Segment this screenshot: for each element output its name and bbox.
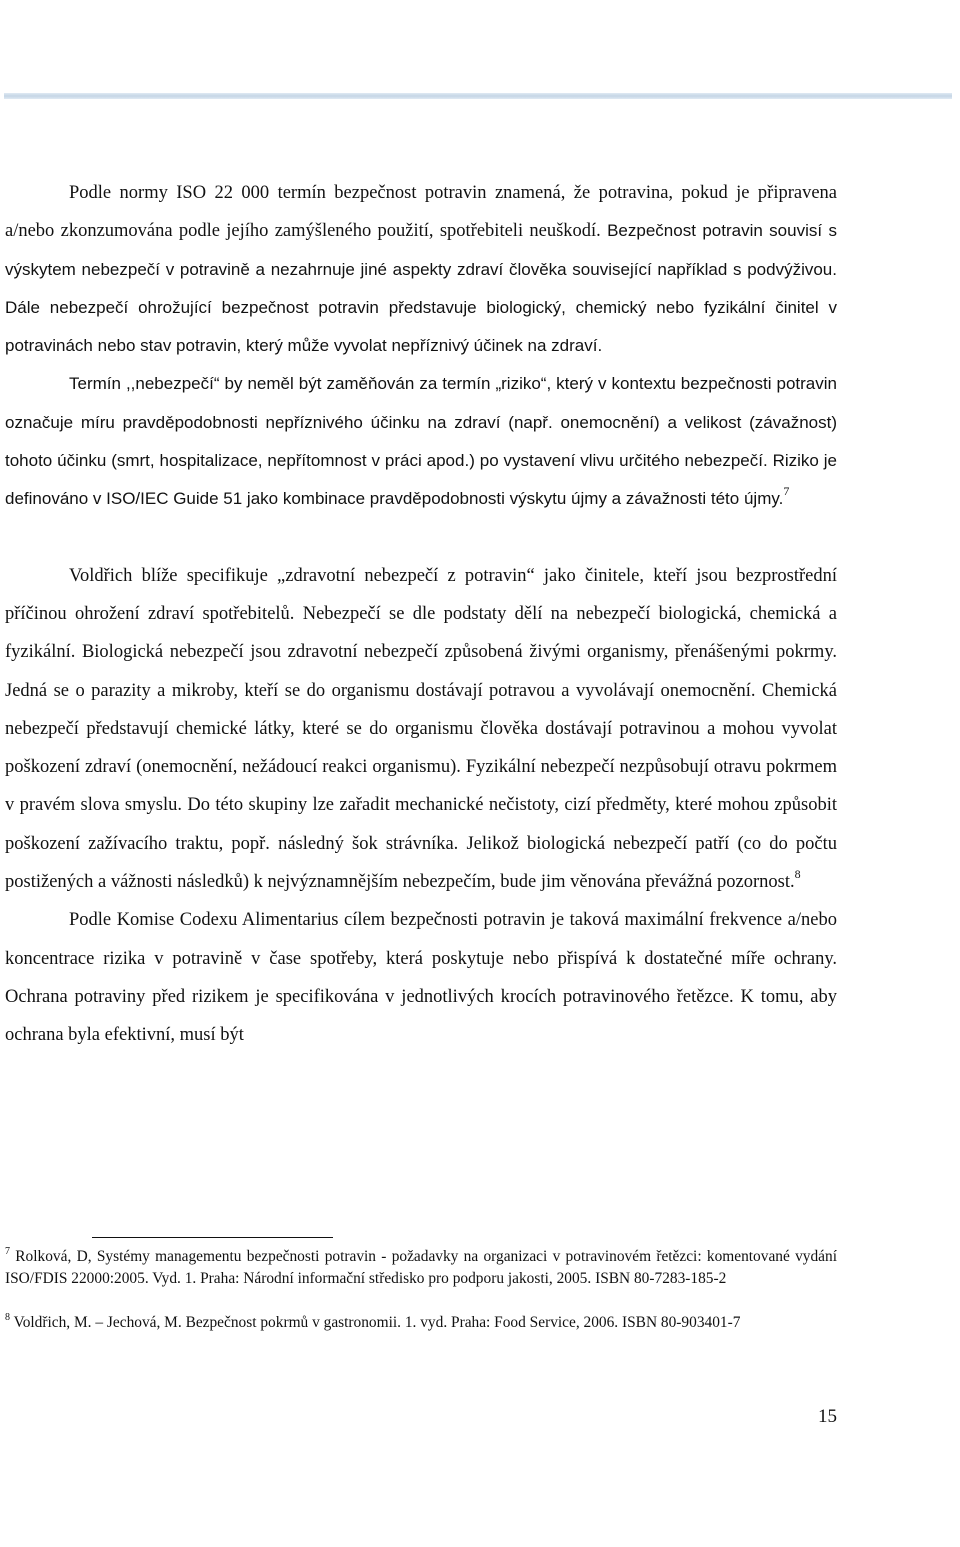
footnote-7 [5, 1246, 837, 1290]
footnote-8 [5, 1312, 837, 1334]
footnote-ref-8[interactable]: 8 [794, 867, 801, 882]
footnote-ref-7[interactable]: 7 [783, 484, 790, 499]
footnote-number: 7 [5, 1246, 10, 1257]
footnote-number: 8 [5, 1312, 10, 1323]
paragraph-1-continuation: Bezpečnost potravin souvisí s výskytem nebezpečí v potravině a nezahrnuje jiné aspekty zdraví člověka související například s podvýživou. Dále nebezpečí ohrožující bezpečnost potravin představuje biologický, chemický nebo fyzikální činitel v potravinách nebo stav potravin, který může vyvolat nepříznivý účinek na zdraví. [5, 221, 837, 356]
paragraph-1-first-sentence: Podle normy ISO 22 000 termín bezpečnost potravin znamená, že potravina, pokud je připravena a/nebo zkonzumována podle jejího zamýšleného použití, spotřebiteli neuškodí. [5, 183, 837, 242]
body-text [5, 174, 837, 1055]
paragraph-3-text: Voldřich blíže specifikuje „zdravotní nebezpečí z potravin“ jako činitele, kteří jsou bezprostřední příčinou ohrožení zdraví spotřebitelů. Nebezpečí se dle podstaty dělí na nebezpečí biologická, chemická a fyzikální. Biologická nebezpečí jsou zdravotní nebezpečí způsobená živými organismy, přenášenými pokrmy. Jedná se o parazity a mikroby, kteří se do organismu dostávají potravou a vyvolávají onemocnění. Chemická nebezpečí představují chemické látky, které se do organismu člověka dostávají potravinou a mohou vyvolat poškození zdraví (onemocnění, nežádoucí reakci organismu). Fyzikální nebezpečí nezpůsobují otravu pokrmem v pravém slova smyslu. Do této skupiny lze zařadit mechanické nečistoty, cizí předměty, které mohou způsobit poškození zažívacího traktu, popř. následný šok strávníka. Jelikož biologická nebezpečí patří (co do počtu postižených a vážnosti následků) k nejvýznamnějším nebezpečím, bude jim věnována převážná pozornost. [5, 565, 837, 893]
header-rule [4, 93, 952, 99]
paragraph-2-text: Termín ,,nebezpečí“ by neměl být zaměňován za termín „riziko“, který v kontextu bezpečnosti potravin označuje míru pravděpodobnosti nepříznivého účinku na zdraví (např. onemocnění) a velikost (závažnost) tohoto účinku (smrt, hospitalizace, nepřítomnost v práci apod.) po vystavení vlivu určitého nebezpečí. Riziko je definováno v ISO/IEC Guide 51 jako kombinace pravděpodobnosti výskytu újmy a závažnosti této újmy. [5, 374, 837, 509]
footnotes [5, 1246, 837, 1334]
paragraph-1 [5, 174, 837, 365]
paragraph-4-text: Podle Komise Codexu Alimentarius cílem bezpečnosti potravin je taková maximální frekvence a/nebo koncentrace rizika v potravině v čase spotřeby, která poskytuje nebo přispívá k dostatečné míře ochrany. Ochrana potraviny před rizikem je specifikována v jednotlivých krocích potravinového řetězce. K tomu, aby ochrana byla efektivní, musí být [5, 910, 837, 1046]
footnote-text: Rolková, D, Systémy managementu bezpečnosti potravin - požadavky na organizaci v potravinovém řetězci: komentované vydání ISO/FDIS 22000:2005. Vyd. 1. Praha: Národní informační středisko pro podporu jakosti, 2005. ISBN 80-7283-185-2 [5, 1248, 837, 1287]
footnote-separator [92, 1237, 333, 1238]
footnote-text: Voldřich, M. – Jechová, M. Bezpečnost pokrmů v gastronomii. 1. vyd. Praha: Food Service, 2006. ISBN 80-903401-7 [13, 1314, 741, 1331]
paragraph-4 [5, 901, 837, 1054]
paragraph-3 [5, 557, 837, 902]
page-number: 15 [818, 1406, 837, 1427]
paragraph-2 [5, 365, 837, 518]
